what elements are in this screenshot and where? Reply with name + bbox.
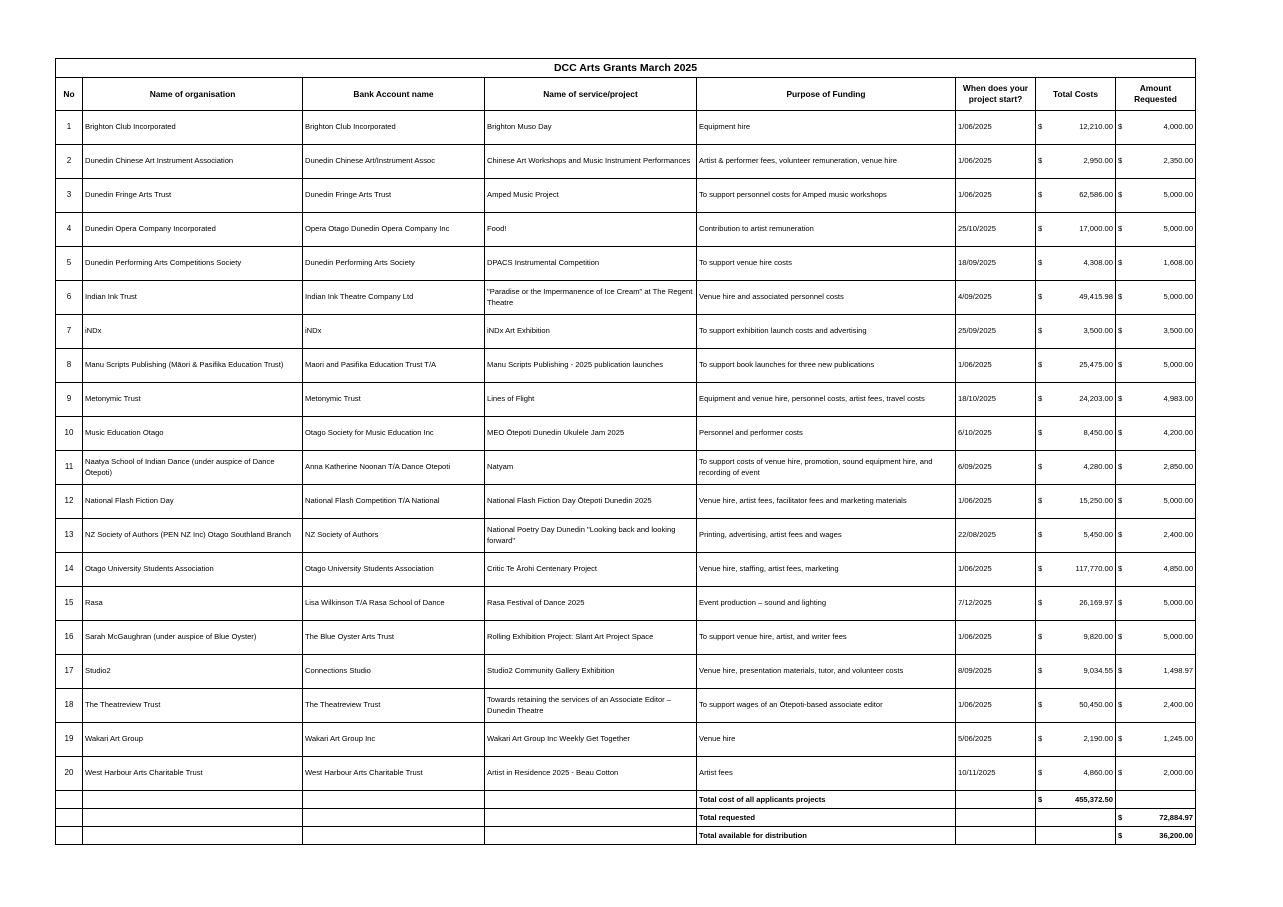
service-cell: Food! (485, 213, 697, 247)
table-row (56, 315, 1196, 349)
total-requested-label: Total requested (697, 809, 956, 827)
currency-symbol: $ (1038, 394, 1043, 404)
organisation-cell: iNDx (83, 315, 303, 349)
amount-requested-cell (1116, 519, 1196, 553)
service-cell: Amped Music Project (485, 179, 697, 213)
total-available-value: 36,200.00 (1159, 831, 1194, 840)
amount-requested-cell (1116, 145, 1196, 179)
total-costs-cell (1036, 553, 1116, 587)
organisation-cell: Metonymic Trust (83, 383, 303, 417)
currency-symbol: $ (1118, 666, 1123, 676)
start-date-cell: 25/09/2025 (956, 315, 1036, 349)
currency-symbol: $ (1038, 496, 1043, 506)
bank-account-cell: Indian Ink Theatre Company Ltd (303, 281, 485, 315)
table-row (56, 757, 1196, 791)
service-cell: Chinese Art Workshops and Music Instrument Performances (485, 145, 697, 179)
start-date-cell: 1/06/2025 (956, 621, 1036, 655)
bank-account-cell: NZ Society of Authors (303, 519, 485, 553)
organisation-cell: Music Education Otago (83, 417, 303, 451)
total-costs-value: 17,000.00 (1079, 224, 1113, 234)
organisation-cell: Brighton Club Incorporated (83, 111, 303, 145)
table-row (56, 519, 1196, 553)
total-costs-cell (1036, 281, 1116, 315)
row-number: 11 (56, 451, 83, 485)
row-number: 20 (56, 757, 83, 791)
organisation-cell: Dunedin Fringe Arts Trust (83, 179, 303, 213)
organisation-cell: Manu Scripts Publishing (Māori & Pasifika Education Trust) (83, 349, 303, 383)
bank-account-cell: The Blue Oyster Arts Trust (303, 621, 485, 655)
total-costs-value: 117,770.00 (1075, 564, 1113, 574)
table-row (56, 145, 1196, 179)
amount-requested-value: 5,000.00 (1163, 632, 1194, 642)
amount-requested-cell (1116, 315, 1196, 349)
service-cell: Rasa Festival of Dance 2025 (485, 587, 697, 621)
total-requested-cell (1116, 809, 1196, 827)
currency-symbol: $ (1118, 122, 1123, 132)
currency-symbol: $ (1038, 258, 1043, 268)
service-cell: DPACS Instrumental Competition (485, 247, 697, 281)
bank-account-cell: Otago Society for Music Education Inc (303, 417, 485, 451)
start-date-cell: 25/10/2025 (956, 213, 1036, 247)
row-number: 7 (56, 315, 83, 349)
total-costs-value: 15,250.00 (1079, 496, 1113, 506)
start-date-cell: 5/06/2025 (956, 723, 1036, 757)
currency-symbol: $ (1118, 224, 1123, 234)
table-row (56, 655, 1196, 689)
bank-account-cell: Otago University Students Association (303, 553, 485, 587)
organisation-cell: Indian Ink Trust (83, 281, 303, 315)
amount-requested-cell (1116, 417, 1196, 451)
purpose-cell: To support personnel costs for Amped music workshops (697, 179, 956, 213)
grants-table (55, 58, 1196, 845)
total-requested-row (56, 809, 1196, 827)
amount-requested-value: 2,000.00 (1163, 768, 1194, 778)
currency-symbol: $ (1038, 768, 1043, 778)
total-costs-cell (1036, 349, 1116, 383)
purpose-cell: Personnel and performer costs (697, 417, 956, 451)
table-row (56, 349, 1196, 383)
bank-account-cell: Dunedin Chinese Art/Instrument Assoc (303, 145, 485, 179)
amount-requested-value: 4,983.00 (1163, 394, 1194, 404)
amount-requested-cell (1116, 111, 1196, 145)
amount-requested-cell (1116, 383, 1196, 417)
table-row (56, 179, 1196, 213)
row-number: 12 (56, 485, 83, 519)
service-cell: Towards retaining the services of an Associate Editor – Dunedin Theatre (485, 689, 697, 723)
purpose-cell: To support costs of venue hire, promotion, sound equipment hire, and recording of event (697, 451, 956, 485)
bank-account-cell: Metonymic Trust (303, 383, 485, 417)
start-date-cell: 1/06/2025 (956, 689, 1036, 723)
row-number: 13 (56, 519, 83, 553)
table-row (56, 553, 1196, 587)
currency-symbol: $ (1038, 428, 1043, 438)
total-costs-value: 26,169.97 (1079, 598, 1113, 608)
currency-symbol: $ (1118, 360, 1123, 370)
service-cell: Brighton Muso Day (485, 111, 697, 145)
table-row (56, 417, 1196, 451)
purpose-cell: To support venue hire costs (697, 247, 956, 281)
total-costs-cell (1036, 723, 1116, 757)
bank-account-cell: Dunedin Fringe Arts Trust (303, 179, 485, 213)
row-number: 14 (56, 553, 83, 587)
start-date-cell: 6/10/2025 (956, 417, 1036, 451)
header-total-costs: Total Costs (1036, 78, 1116, 111)
service-cell: National Poetry Day Dunedin "Looking back and looking forward" (485, 519, 697, 553)
header-amount-requested: Amount Requested (1116, 78, 1196, 111)
header-bank-account: Bank Account name (303, 78, 485, 111)
currency-symbol: $ (1118, 190, 1123, 200)
total-costs-cell (1036, 145, 1116, 179)
bank-account-cell: Brighton Club Incorporated (303, 111, 485, 145)
total-costs-cell (1036, 179, 1116, 213)
amount-requested-cell (1116, 485, 1196, 519)
total-costs-cell (1036, 485, 1116, 519)
total-costs-value: 49,415.98 (1079, 292, 1113, 302)
organisation-cell: Dunedin Chinese Art Instrument Association (83, 145, 303, 179)
total-costs-value: 9,820.00 (1083, 632, 1113, 642)
table-row (56, 213, 1196, 247)
purpose-cell: Venue hire, staffing, artist fees, marketing (697, 553, 956, 587)
total-costs-cell (1036, 757, 1116, 791)
row-number: 2 (56, 145, 83, 179)
start-date-cell: 1/06/2025 (956, 111, 1036, 145)
amount-requested-value: 1,245.00 (1163, 734, 1194, 744)
table-row (56, 689, 1196, 723)
amount-requested-value: 2,350.00 (1163, 156, 1194, 166)
service-cell: Critic Te Ārohi Centenary Project (485, 553, 697, 587)
organisation-cell: Dunedin Performing Arts Competitions Society (83, 247, 303, 281)
total-costs-value: 12,210.00 (1079, 122, 1113, 132)
organisation-cell: NZ Society of Authors (PEN NZ Inc) Otago Southland Branch (83, 519, 303, 553)
total-costs-value: 24,203.00 (1079, 394, 1113, 404)
total-costs-cell (1036, 315, 1116, 349)
total-requested-value: 72,884.97 (1159, 813, 1194, 822)
table-body (56, 111, 1196, 791)
row-number: 18 (56, 689, 83, 723)
start-date-cell: 1/06/2025 (956, 553, 1036, 587)
bank-account-cell: Anna Katherine Noonan T/A Dance Otepoti (303, 451, 485, 485)
currency-symbol: $ (1118, 394, 1123, 404)
total-costs-value: 25,475.00 (1079, 360, 1113, 370)
amount-requested-value: 1,608.00 (1163, 258, 1194, 268)
total-costs-value: 62,586.00 (1079, 190, 1113, 200)
start-date-cell: 1/06/2025 (956, 145, 1036, 179)
service-cell: Manu Scripts Publishing - 2025 publication launches (485, 349, 697, 383)
total-costs-value: 4,860.00 (1083, 768, 1113, 778)
bank-account-cell: Wakari Art Group Inc (303, 723, 485, 757)
total-costs-cell (1036, 689, 1116, 723)
service-cell: "Paradise or the Impermanence of Ice Cream" at The Regent Theatre (485, 281, 697, 315)
total-cost-label: Total cost of all applicants projects (697, 791, 956, 809)
amount-requested-cell (1116, 587, 1196, 621)
currency-symbol: $ (1038, 795, 1043, 804)
row-number: 5 (56, 247, 83, 281)
amount-requested-value: 5,000.00 (1163, 190, 1194, 200)
row-number: 8 (56, 349, 83, 383)
service-cell: iNDx Art Exhibition (485, 315, 697, 349)
total-cost-value: 455,372.50 (1074, 795, 1113, 804)
currency-symbol: $ (1038, 734, 1043, 744)
amount-requested-value: 5,000.00 (1163, 496, 1194, 506)
purpose-cell: Venue hire (697, 723, 956, 757)
bank-account-cell: National Flash Competition T/A National (303, 485, 485, 519)
amount-requested-cell (1116, 621, 1196, 655)
row-number: 1 (56, 111, 83, 145)
currency-symbol: $ (1118, 326, 1123, 336)
purpose-cell: To support exhibition launch costs and advertising (697, 315, 956, 349)
total-costs-value: 3,500.00 (1083, 326, 1113, 336)
bank-account-cell: Connections Studio (303, 655, 485, 689)
total-costs-cell (1036, 587, 1116, 621)
amount-requested-value: 4,850.00 (1163, 564, 1194, 574)
currency-symbol: $ (1038, 564, 1043, 574)
bank-account-cell: The Theatreview Trust (303, 689, 485, 723)
organisation-cell: The Theatreview Trust (83, 689, 303, 723)
bank-account-cell: iNDx (303, 315, 485, 349)
row-number: 15 (56, 587, 83, 621)
amount-requested-cell (1116, 723, 1196, 757)
currency-symbol: $ (1118, 700, 1123, 710)
amount-requested-value: 5,000.00 (1163, 224, 1194, 234)
currency-symbol: $ (1038, 666, 1043, 676)
start-date-cell: 1/06/2025 (956, 485, 1036, 519)
table-title: DCC Arts Grants March 2025 (56, 59, 1196, 78)
bank-account-cell: West Harbour Arts Charitable Trust (303, 757, 485, 791)
organisation-cell: Otago University Students Association (83, 553, 303, 587)
currency-symbol: $ (1038, 700, 1043, 710)
header-start: When does your project start? (956, 78, 1036, 111)
service-cell: Artist in Residence 2025 - Beau Cotton (485, 757, 697, 791)
total-costs-cell (1036, 111, 1116, 145)
amount-requested-value: 2,850.00 (1163, 462, 1194, 472)
organisation-cell: Rasa (83, 587, 303, 621)
amount-requested-value: 5,000.00 (1163, 292, 1194, 302)
amount-requested-value: 4,200.00 (1163, 428, 1194, 438)
service-cell: Natyam (485, 451, 697, 485)
row-number: 19 (56, 723, 83, 757)
table-row (56, 281, 1196, 315)
currency-symbol: $ (1038, 462, 1043, 472)
amount-requested-cell (1116, 553, 1196, 587)
table-row (56, 723, 1196, 757)
header-purpose: Purpose of Funding (697, 78, 956, 111)
currency-symbol: $ (1038, 530, 1043, 540)
purpose-cell: Equipment and venue hire, personnel costs, artist fees, travel costs (697, 383, 956, 417)
total-costs-value: 8,450.00 (1083, 428, 1113, 438)
total-costs-value: 5,450.00 (1083, 530, 1113, 540)
total-available-row (56, 827, 1196, 845)
purpose-cell: Venue hire, artist fees, facilitator fees and marketing materials (697, 485, 956, 519)
header-service: Name of service/project (485, 78, 697, 111)
currency-symbol: $ (1038, 224, 1043, 234)
table-row (56, 587, 1196, 621)
row-number: 9 (56, 383, 83, 417)
start-date-cell: 4/09/2025 (956, 281, 1036, 315)
amount-requested-cell (1116, 655, 1196, 689)
service-cell: Wakari Art Group Inc Weekly Get Together (485, 723, 697, 757)
amount-requested-cell (1116, 179, 1196, 213)
currency-symbol: $ (1118, 258, 1123, 268)
total-costs-cell (1036, 451, 1116, 485)
currency-symbol: $ (1118, 496, 1123, 506)
row-number: 17 (56, 655, 83, 689)
total-cost-row (56, 791, 1196, 809)
bank-account-cell: Opera Otago Dunedin Opera Company Inc (303, 213, 485, 247)
amount-requested-cell (1116, 213, 1196, 247)
currency-symbol: $ (1118, 734, 1123, 744)
table-row (56, 621, 1196, 655)
total-cost-cell (1036, 791, 1116, 809)
start-date-cell: 6/09/2025 (956, 451, 1036, 485)
total-costs-value: 4,308.00 (1083, 258, 1113, 268)
amount-requested-cell (1116, 757, 1196, 791)
amount-requested-cell (1116, 281, 1196, 315)
start-date-cell: 1/06/2025 (956, 349, 1036, 383)
amount-requested-value: 3,500.00 (1163, 326, 1194, 336)
organisation-cell: Dunedin Opera Company Incorporated (83, 213, 303, 247)
total-costs-cell (1036, 247, 1116, 281)
purpose-cell: Printing, advertising, artist fees and wages (697, 519, 956, 553)
amount-requested-value: 4,000.00 (1163, 122, 1194, 132)
service-cell: National Flash Fiction Day Ōtepoti Dunedin 2025 (485, 485, 697, 519)
total-costs-cell (1036, 519, 1116, 553)
amount-requested-cell (1116, 689, 1196, 723)
service-cell: Rolling Exhibition Project: Slant Art Project Space (485, 621, 697, 655)
total-costs-cell (1036, 655, 1116, 689)
purpose-cell: Equipment hire (697, 111, 956, 145)
currency-symbol: $ (1118, 564, 1123, 574)
service-cell: MEO Ōtepoti Dunedin Ukulele Jam 2025 (485, 417, 697, 451)
purpose-cell: Venue hire and associated personnel costs (697, 281, 956, 315)
amount-requested-value: 2,400.00 (1163, 700, 1194, 710)
currency-symbol: $ (1118, 831, 1123, 840)
organisation-cell: Studio2 (83, 655, 303, 689)
total-costs-cell (1036, 621, 1116, 655)
total-costs-value: 4,280.00 (1083, 462, 1113, 472)
organisation-cell: Naatya School of Indian Dance (under auspice of Dance Ōtepoti) (83, 451, 303, 485)
organisation-cell: West Harbour Arts Charitable Trust (83, 757, 303, 791)
currency-symbol: $ (1038, 156, 1043, 166)
organisation-cell: Wakari Art Group (83, 723, 303, 757)
purpose-cell: Artist & performer fees, volunteer remuneration, venue hire (697, 145, 956, 179)
currency-symbol: $ (1038, 190, 1043, 200)
header-no: No (56, 78, 83, 111)
purpose-cell: Event production – sound and lighting (697, 587, 956, 621)
purpose-cell: Artist fees (697, 757, 956, 791)
total-costs-cell (1036, 417, 1116, 451)
row-number: 16 (56, 621, 83, 655)
total-costs-cell (1036, 213, 1116, 247)
currency-symbol: $ (1118, 768, 1123, 778)
start-date-cell: 7/12/2025 (956, 587, 1036, 621)
currency-symbol: $ (1038, 632, 1043, 642)
amount-requested-cell (1116, 451, 1196, 485)
row-number: 3 (56, 179, 83, 213)
currency-symbol: $ (1038, 598, 1043, 608)
amount-requested-cell (1116, 247, 1196, 281)
purpose-cell: To support venue hire, artist, and writer fees (697, 621, 956, 655)
service-cell: Lines of Flight (485, 383, 697, 417)
organisation-cell: Sarah McGaughran (under auspice of Blue Oyster) (83, 621, 303, 655)
table-row (56, 383, 1196, 417)
total-costs-value: 2,190.00 (1083, 734, 1113, 744)
service-cell: Studio2 Community Gallery Exhibition (485, 655, 697, 689)
row-number: 10 (56, 417, 83, 451)
start-date-cell: 1/06/2025 (956, 179, 1036, 213)
total-costs-value: 2,950.00 (1083, 156, 1113, 166)
start-date-cell: 18/10/2025 (956, 383, 1036, 417)
organisation-cell: National Flash Fiction Day (83, 485, 303, 519)
bank-account-cell: Maori and Pasifika Education Trust T/A (303, 349, 485, 383)
currency-symbol: $ (1118, 632, 1123, 642)
total-available-cell (1116, 827, 1196, 845)
bank-account-cell: Lisa Wilkinson T/A Rasa School of Dance (303, 587, 485, 621)
row-number: 6 (56, 281, 83, 315)
amount-requested-value: 5,000.00 (1163, 598, 1194, 608)
currency-symbol: $ (1038, 292, 1043, 302)
table-row (56, 111, 1196, 145)
table-row (56, 485, 1196, 519)
currency-symbol: $ (1038, 122, 1043, 132)
purpose-cell: To support wages of an Ōtepoti-based associate editor (697, 689, 956, 723)
bank-account-cell: Dunedin Performing Arts Society (303, 247, 485, 281)
amount-requested-cell (1116, 349, 1196, 383)
total-costs-value: 50,450.00 (1079, 700, 1113, 710)
currency-symbol: $ (1118, 530, 1123, 540)
total-costs-cell (1036, 383, 1116, 417)
purpose-cell: Venue hire, presentation materials, tutor, and volunteer costs (697, 655, 956, 689)
amount-requested-value: 1,498.97 (1163, 666, 1194, 676)
currency-symbol: $ (1118, 598, 1123, 608)
purpose-cell: Contribution to artist remuneration (697, 213, 956, 247)
start-date-cell: 18/09/2025 (956, 247, 1036, 281)
start-date-cell: 22/08/2025 (956, 519, 1036, 553)
purpose-cell: To support book launches for three new publications (697, 349, 956, 383)
table-row (56, 247, 1196, 281)
currency-symbol: $ (1118, 813, 1123, 822)
currency-symbol: $ (1118, 292, 1123, 302)
row-number: 4 (56, 213, 83, 247)
currency-symbol: $ (1038, 360, 1043, 370)
start-date-cell: 8/09/2025 (956, 655, 1036, 689)
amount-requested-value: 5,000.00 (1163, 360, 1194, 370)
amount-requested-value: 2,400.00 (1163, 530, 1194, 540)
start-date-cell: 10/11/2025 (956, 757, 1036, 791)
header-organisation: Name of organisation (83, 78, 303, 111)
currency-symbol: $ (1118, 428, 1123, 438)
currency-symbol: $ (1118, 156, 1123, 166)
total-costs-value: 9,034.55 (1083, 666, 1113, 676)
currency-symbol: $ (1118, 462, 1123, 472)
currency-symbol: $ (1038, 326, 1043, 336)
total-available-label: Total available for distribution (697, 827, 956, 845)
table-row (56, 451, 1196, 485)
